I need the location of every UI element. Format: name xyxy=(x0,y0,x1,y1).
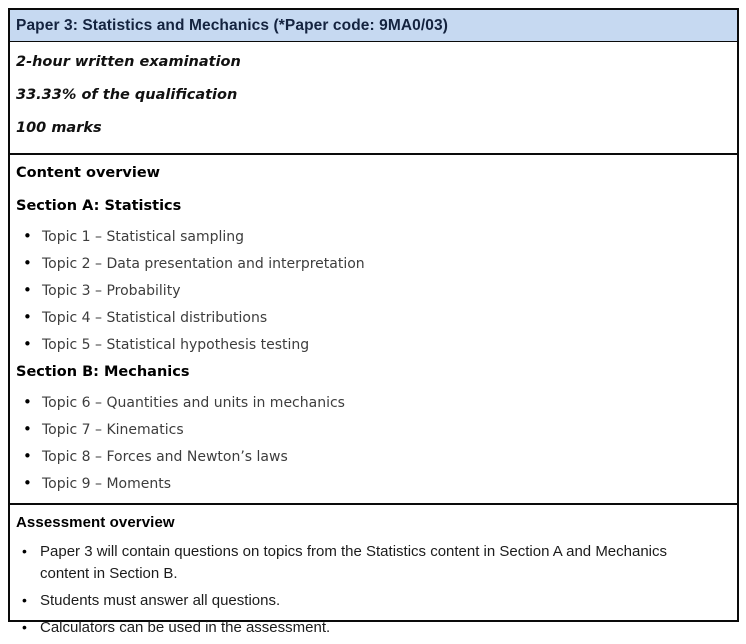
section-b-heading: Section B: Mechanics xyxy=(16,364,190,380)
topic-item: • Topic 8 – Forces and Newton’s laws xyxy=(16,449,731,466)
exam-info-row xyxy=(10,42,737,155)
topic-item: • Topic 6 – Quantities and units in mechanics xyxy=(16,395,731,412)
assessment-bullet: • Paper 3 will contain questions on topics from the Statistics content in Section A and Mechanics content in Section B. xyxy=(16,541,704,585)
topic-item: • Topic 1 – Statistical sampling xyxy=(16,229,731,246)
topic-item: • Topic 5 – Statistical hypothesis testing xyxy=(16,337,731,354)
content-overview-heading: Content overview xyxy=(16,165,161,181)
assessment-overview-row xyxy=(10,505,737,644)
topic-item: • Topic 9 – Moments xyxy=(16,476,731,493)
paper-header-row xyxy=(10,10,737,42)
topic-item: • Topic 3 – Probability xyxy=(16,283,731,300)
section-b-topic-list xyxy=(16,395,731,493)
section-a-topic-list xyxy=(16,229,731,354)
assessment-bullet: • Calculators can be used in the assessment. xyxy=(16,617,716,639)
topic-item: • Topic 4 – Statistical distributions xyxy=(16,310,731,327)
assessment-bullet: • Students must answer all questions. xyxy=(16,590,716,612)
paper-title: Paper 3: Statistics and Mechanics (*Paper code: 9MA0/03) xyxy=(16,16,449,34)
exam-marks: 100 marks xyxy=(16,120,102,136)
exam-duration: 2-hour written examination xyxy=(16,54,241,70)
paper-spec-table xyxy=(8,8,739,636)
section-a-heading: Section A: Statistics xyxy=(16,198,182,214)
assessment-bullet-list xyxy=(16,541,731,639)
topic-item: • Topic 7 – Kinematics xyxy=(16,422,731,439)
exam-weighting: 33.33% of the qualification xyxy=(16,87,238,103)
content-overview-row xyxy=(10,155,737,505)
topic-item: • Topic 2 – Data presentation and interpretation xyxy=(16,256,731,273)
assessment-overview-heading: Assessment overview xyxy=(16,514,175,531)
